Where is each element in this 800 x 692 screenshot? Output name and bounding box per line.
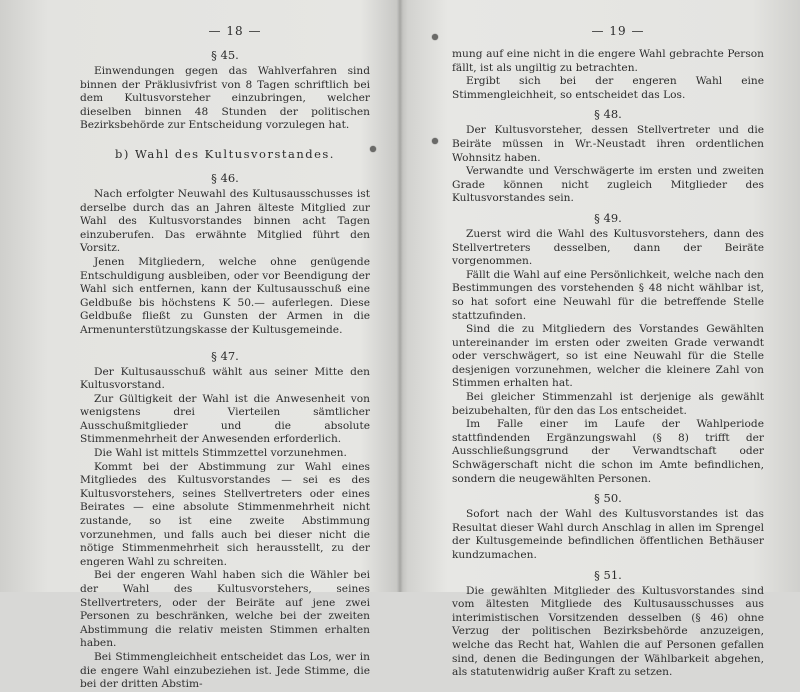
paragraph: Sind die zu Mitgliedern des Vorstandes Gewählten untereinander im ersten oder zweiten Grade verwandt oder verschwägert, so ist eine Neuwahl für die Stelle desjenigen vorzunehmen, welcher die kleinere Zahl von Stimmen erhalten hat. <box>452 323 764 390</box>
paragraph: Ergibt sich bei der engeren Wahl eine Stimmengleichheit, so entscheidet das Los. <box>452 75 764 101</box>
page-right <box>400 0 800 679</box>
paragraph: Bei der engeren Wahl haben sich die Wähler bei der Wahl des Kultusvorstehers, seines Stellvertreters, oder der Beiräte auf jene zwei Personen zu beschränken, welche bei der zweiten Abstimmung die relativ meisten Stimmen erhalten haben. <box>80 569 370 650</box>
paragraph: Zuerst wird die Wahl des Kultusvorstehers, dann des Stellvertreters desselben, dann der Beiräte vorgenommen. <box>452 227 764 268</box>
paragraph: Kommt bei der Abstimmung zur Wahl eines Mitgliedes des Kultusvorstandes — sei es des Kultusvorstehers, seines Stellvertreters oder eines Beirates — eine absolute Stimmenmehrheit nicht zustande, so ist eine zweite Abstimmung vorzunehmen, und falls auch bei dieser nicht die nötige Stimmenmehrheit sich herausstellt, zu der engeren Wahl zu schreiten. <box>80 460 370 568</box>
page-left <box>0 0 400 691</box>
page-number: — 18 — <box>208 24 262 38</box>
paragraph: Jenen Mitgliedern, welche ohne genügende Entschuldigung ausbleiben, oder vor Beendigung der Wahl sich entfernen, kann der Kultusausschuß eine Geldbuße bis höchstens K 50.— auferlegen. Diese Geldbuße fließt zu Gunsten der Armen in die Armenunterstützungskasse der Kultusgemeinde. <box>80 255 370 336</box>
page-number: — 19 — <box>591 24 645 38</box>
section-title: § 47. <box>211 348 239 363</box>
section-title: § 48. <box>594 107 622 122</box>
paragraph: Nach erfolgter Neuwahl des Kultusausschusses ist derselbe durch das an Jahren älteste Mitglied zur Wahl des Kultusvorstandes binnen acht Tagen einzuberufen. Das erwähnte Mitglied führt den Vorsitz. <box>80 187 370 255</box>
paragraph: mung auf eine nicht in die engere Wahl gebrachte Person fällt, ist als ungiltig zu betrachten. <box>452 48 764 74</box>
paragraph: Fällt die Wahl auf eine Persönlichkeit, welche nach den Bestimmungen des vorstehenden § 48 nicht wählbar ist, so hat sofort eine Neuwahl für die betreffende Stelle stattzufinden. <box>452 268 764 322</box>
paragraph: Im Falle einer im Laufe der Wahlperiode stattfindenden Ergänzungswahl (§ 8) trifft der Ausschließungsgrund der Verwandtschaft oder Schwägerschaft nicht die schon im Amte befindlichen, sondern die neugewählten Personen. <box>452 418 764 485</box>
paragraph: Verwandte und Verschwägerte im ersten und zweiten Grade können nicht zugleich Mitglieder des Kultusvorstandes sein. <box>452 165 764 205</box>
paragraph: Die Wahl ist mittels Stimmzettel vorzunehmen. <box>94 447 347 460</box>
paragraph: Einwendungen gegen das Wahlverfahren sind binnen der Präklusivfrist von 8 Tagen schriftlich bei dem Kultusvorsteher einzubringen, welcher dieselben binnen 48 Stunden der politischen Bezirksbehörde zur Entscheidung vorzulegen hat. <box>80 65 370 132</box>
paragraph: Bei gleicher Stimmenzahl ist derjenige als gewählt beizubehalten, für den das Los entscheidet. <box>452 391 764 417</box>
paragraph: Der Kultusausschuß wählt aus seiner Mitte den Kultusvorstand. <box>80 365 370 392</box>
paragraph: Der Kultusvorsteher, dessen Stellvertreter und die Beiräte müssen in Wr.-Neustadt ihren ordentlichen Wohnsitz haben. <box>452 124 764 164</box>
chapter-heading: b) Wahl des Kultusvorstandes. <box>115 146 335 161</box>
section-title: § 49. <box>594 210 622 225</box>
paragraph: Sofort nach der Wahl des Kultusvorstandes ist das Resultat dieser Wahl durch Anschlag in allen im Sprengel der Kultusgemeinde befindlichen öffentlichen Bethäuser kundzumachen. <box>452 508 764 561</box>
paragraph: Bei Stimmengleichheit entscheidet das Los, wer in die engere Wahl einzubeziehen ist. Jede Stimme, die bei der dritten Abstim- <box>80 650 370 691</box>
paragraph: Zur Gültigkeit der Wahl ist die Anwesenheit von wenigstens drei Vierteilen sämtlicher Ausschußmitglieder und die absolute Stimmenmehrheit der Anwesenden erforderlich. <box>80 392 370 446</box>
section-title: § 46. <box>211 170 239 185</box>
section-title: § 50. <box>594 491 622 506</box>
section-title: § 51. <box>594 567 622 582</box>
paragraph: Die gewählten Mitglieder des Kultusvorstandes sind vom ältesten Mitgliede des Kultusausschusses aus interimistischen Vorsitzenden desselben (§ 46) ohne Verzug der politischen Bezirksbehörde anzuzeigen, welche das Recht hat, Wahlen die auf Personen gefallen sind, denen die Bedingungen der Wählbarkeit abgehen, als statutenwidrig außer Kraft zu setzen. <box>452 584 764 679</box>
section-title: § 45. <box>211 48 239 62</box>
